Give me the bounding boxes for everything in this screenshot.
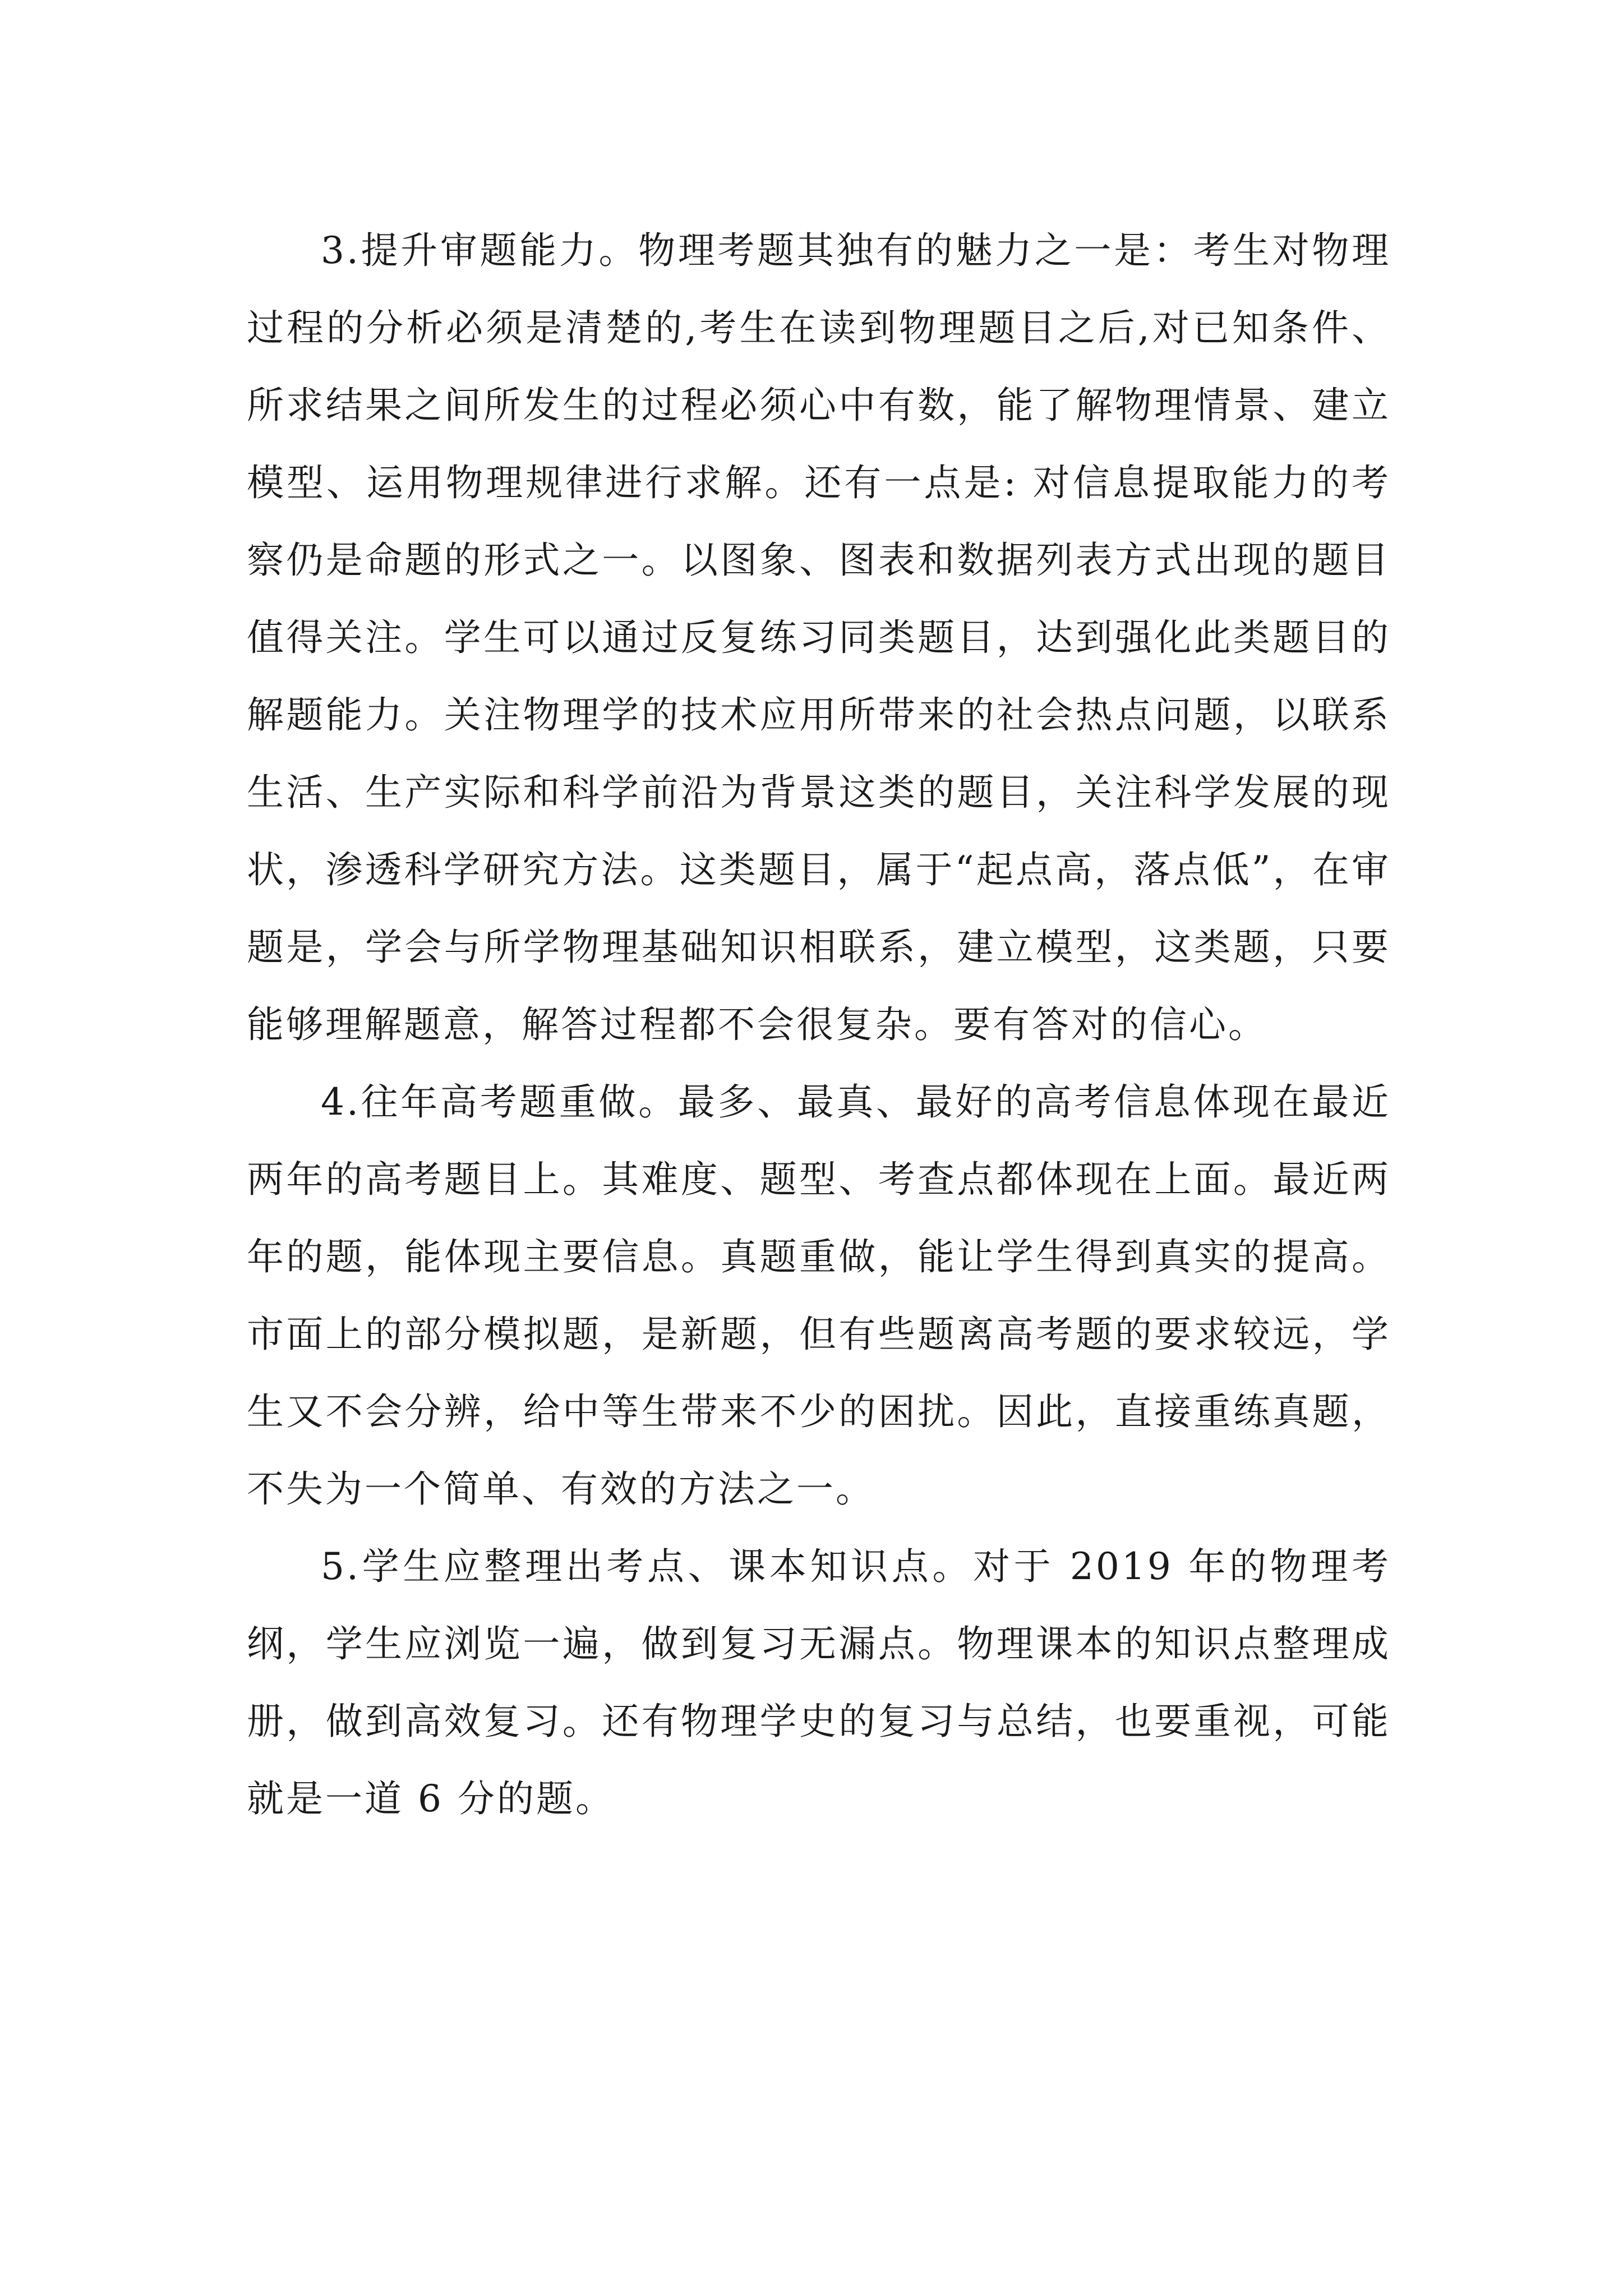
document-page <box>247 212 1391 1838</box>
paragraph-knowledge-points: 5.学生应整理出考点、课本知识点。对于 2019 年的物理考纲，学生应浏览一遍，做到复习无漏点。物理课本的知识点整理成册，做到高效复习。还有物理学史的复习与总结，也要重视，可能就是一道 6 分的题。 <box>247 1545 1391 1820</box>
paragraph-review-ability: 3.提升审题能力。物理考题其独有的魅力之一是：考生对物理过程的分析必须是清楚的,考生在读到物理题目之后,对已知条件、所求结果之间所发生的过程必须心中有数，能了解物理情景、建立模型、运用物理规律进行求解。还有一点是: 对信息提取能力的考察仍是命题的形式之一。以图象、图表和数据列表方式出现的题目值得关注。学生可以通过反复练习同类题目，达到强化此类题目的解题能力。关注物理学的技术应用所带来的社会热点问题，以联系生活、生产实际和科学前沿为背景这类的题目，关注科学发展的现状，渗透科学研究方法。这类题目，属于“起点高，落点低”，在审题是，学会与所学物理基础知识相联系，建立模型，这类题，只要能够理解题意，解答过程都不会很复杂。要有答对的信心。 <box>247 229 1391 1046</box>
paragraph-past-exams: 4.往年高考题重做。最多、最真、最好的高考信息体现在最近两年的高考题目上。其难度、题型、考查点都体现在上面。最近两年的题，能体现主要信息。真题重做，能让学生得到真实的提高。市面上的部分模拟题，是新题，但有些题离高考题的要求较远，学生又不会分辨，给中等生带来不少的困扰。因此，直接重练真题，不失为一个简单、有效的方法之一。 <box>247 1080 1391 1511</box>
